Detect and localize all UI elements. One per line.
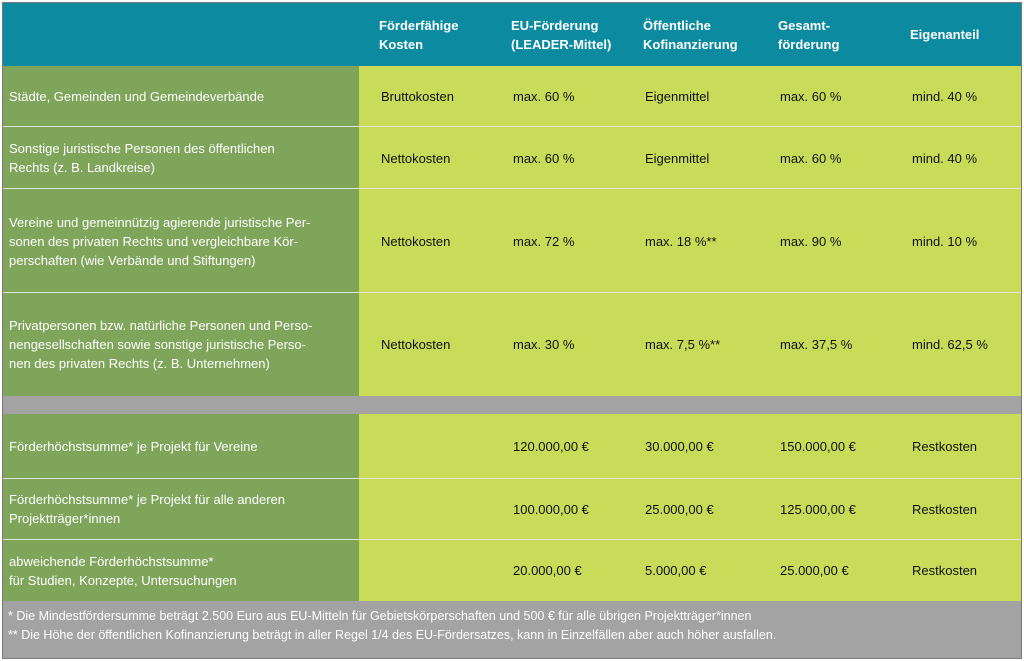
table-cell: mind. 10 % (890, 189, 1021, 293)
table-cell: Eigenmittel (623, 127, 758, 189)
cell-line: Privatpersonen bzw. natürliche Personen und Perso- (9, 318, 313, 333)
cell-text (379, 16, 458, 54)
cell-line: perschaften (wie Verbände und Stiftungen) (9, 252, 256, 268)
cell-text (511, 16, 611, 54)
row-label (3, 414, 359, 478)
table-cell: 25.000,00 € (758, 540, 890, 601)
table-row (3, 479, 1021, 539)
footnote-1: * Die Mindestfördersumme beträgt 2.500 Euro aus EU-Mitteln für Gebietskörperschaften und 500 € für alle übrigen Projektträger*innen (8, 609, 752, 623)
table-cell: mind. 40 % (890, 66, 1021, 127)
cell-line: Kosten (379, 36, 424, 52)
table-cell: max. 7,5 %** (623, 293, 758, 396)
table-cell: Nettokosten (359, 293, 491, 396)
row-label (3, 479, 359, 539)
row-separator (3, 188, 1021, 189)
table-cell: max. 90 % (758, 189, 890, 293)
header-cell-col4 (758, 3, 890, 66)
cell-text (778, 16, 839, 54)
row-separator (3, 126, 1021, 127)
header-cell-col3 (623, 3, 758, 66)
cell-line: Kofinanzierung (643, 36, 738, 52)
cell-text (9, 139, 275, 177)
cell-text (9, 316, 313, 373)
table-cell: max. 37,5 % (758, 293, 890, 396)
table-cell: Restkosten (890, 414, 1021, 478)
table-cell: 20.000,00 € (491, 540, 623, 601)
table-cell: Bruttokosten (359, 66, 491, 127)
cell-line: Projektträger*innen (9, 511, 121, 526)
cell-text (910, 25, 979, 44)
header-cell-col1 (359, 3, 491, 66)
row-label (3, 540, 359, 601)
cell-line: nengesellschaften sowie sonstige juristische Perso- (9, 337, 306, 352)
cell-line: Förderhöchstsumme* je Projekt für alle anderen (9, 492, 286, 507)
table-cell: 5.000,00 € (623, 540, 758, 601)
table-cell (359, 479, 491, 539)
cell-text (643, 16, 738, 54)
table-row (3, 540, 1021, 601)
cell-line: Eigenanteil (910, 27, 980, 42)
table-cell: mind. 40 % (890, 127, 1021, 189)
cell-line: Förderfähige (379, 17, 459, 33)
section-divider (3, 396, 1021, 414)
cell-line: (LEADER-Mittel) (511, 36, 612, 52)
table-cell: 120.000,00 € (491, 414, 623, 478)
funding-table (2, 2, 1022, 659)
row-separator (3, 478, 1021, 479)
row-label (3, 66, 359, 127)
cell-line: abweichende Förderhöchstsumme* (9, 553, 214, 569)
header-cell-col0 (3, 3, 359, 66)
table-cell: max. 60 % (491, 127, 623, 189)
table-cell: max. 72 % (491, 189, 623, 293)
cell-text (9, 437, 258, 456)
table-cell: 125.000,00 € (758, 479, 890, 539)
row-label (3, 293, 359, 396)
table-row (3, 66, 1021, 127)
header-cell-col2 (491, 3, 623, 66)
table-cell: 150.000,00 € (758, 414, 890, 478)
table-cell: max. 60 % (491, 66, 623, 127)
table-cell: Restkosten (890, 540, 1021, 601)
table-cell (359, 414, 491, 478)
table-cell: max. 18 %** (623, 189, 758, 293)
cell-line: Städte, Gemeinden und Gemeindeverbände (9, 89, 265, 104)
cell-line: Sonstige juristische Personen des öffentlichen (9, 141, 275, 156)
row-label (3, 127, 359, 189)
table-cell: mind. 62,5 % (890, 293, 1021, 396)
cell-text (9, 490, 285, 528)
cell-line: EU-Förderung (511, 17, 599, 33)
cell-text (9, 552, 237, 590)
table-row (3, 127, 1021, 189)
table-row (3, 414, 1021, 478)
cell-line: Rechts (z. B. Landkreise) (9, 160, 155, 175)
table-cell: max. 30 % (491, 293, 623, 396)
header-cell-col5 (890, 3, 1021, 66)
table-cell (359, 540, 491, 601)
footnote-2: ** Die Höhe der öffentlichen Kofinanzierung beträgt in aller Regel 1/4 des EU-Fördersatzes, kann in Einzelfällen aber auch höher ausfallen. (8, 628, 777, 642)
table-row (3, 293, 1021, 396)
cell-text (9, 213, 310, 270)
cell-line: Öffentliche (643, 17, 711, 33)
cell-line: Gesamt- (778, 17, 831, 33)
table-cell: Nettokosten (359, 189, 491, 293)
cell-line: Vereine und gemeinnützig agierende juristische Per- (9, 214, 311, 230)
table-cell: Eigenmittel (623, 66, 758, 127)
cell-line: für Studien, Konzepte, Untersuchungen (9, 572, 237, 588)
cell-line: förderung (778, 36, 840, 52)
table-cell: Restkosten (890, 479, 1021, 539)
table-cell: Nettokosten (359, 127, 491, 189)
row-separator (3, 292, 1021, 293)
table-cell: 25.000,00 € (623, 479, 758, 539)
footnotes (3, 601, 1021, 658)
cell-line: nen des privaten Rechts (z. B. Unternehmen) (9, 356, 270, 371)
cell-line: Förderhöchstsumme* je Projekt für Vereine (9, 438, 258, 454)
cell-text (9, 87, 264, 106)
table-cell: max. 60 % (758, 127, 890, 189)
table-cell: 30.000,00 € (623, 414, 758, 478)
table-row (3, 189, 1021, 293)
cell-line: sonen des privaten Rechts und vergleichbare Kör- (9, 233, 299, 249)
table-cell: max. 60 % (758, 66, 890, 127)
row-separator (3, 539, 1021, 540)
table-cell: 100.000,00 € (491, 479, 623, 539)
row-label (3, 189, 359, 293)
table-header (3, 3, 1021, 66)
